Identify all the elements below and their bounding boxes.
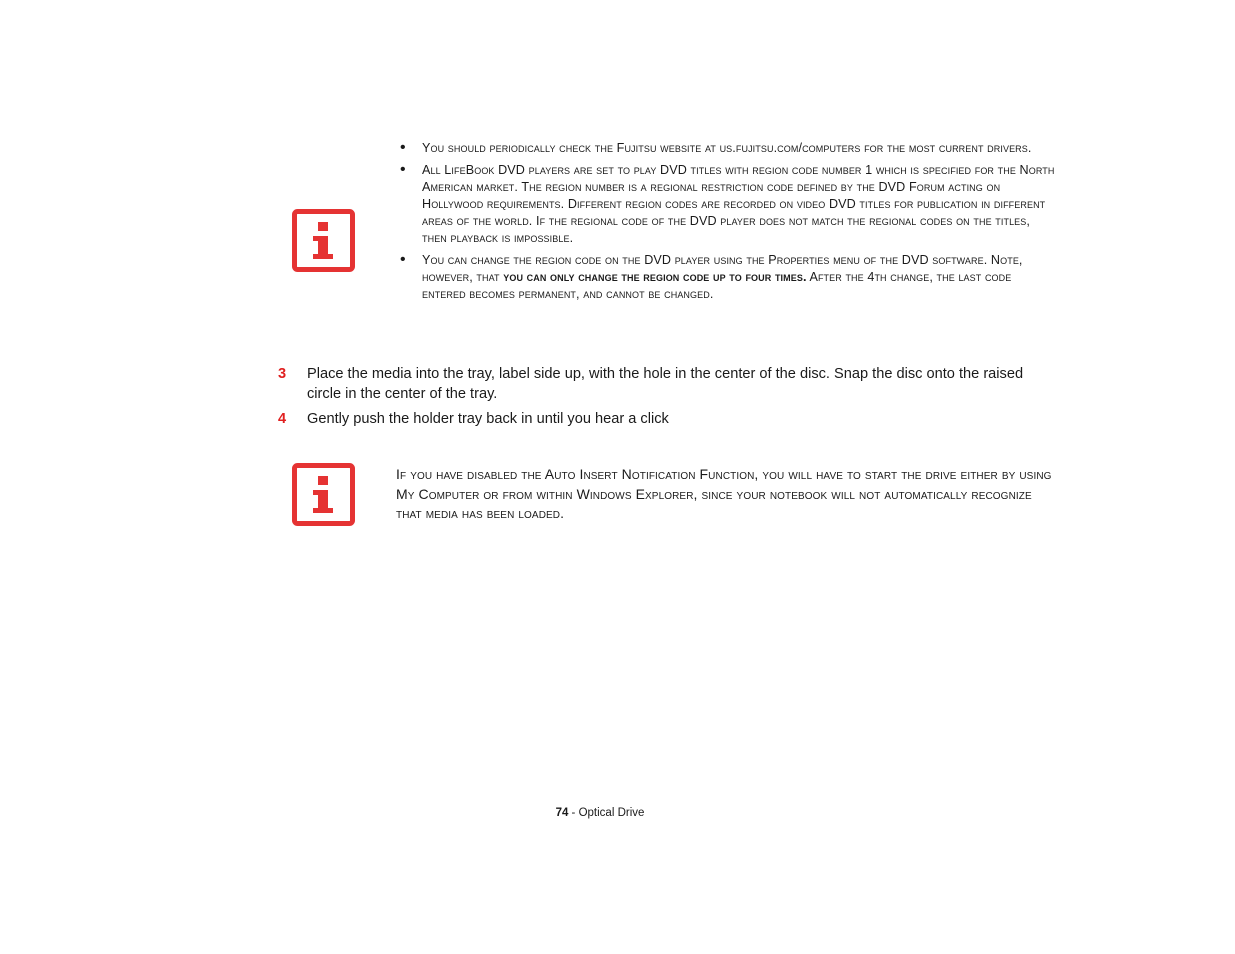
note-bullet-list <box>400 140 1055 308</box>
bullet-emphasis: you can only change the region code up to four times. <box>503 270 807 284</box>
step-text: Gently push the holder tray back in until you hear a click <box>307 411 669 427</box>
step-item <box>278 364 1058 404</box>
bullet-text: All LifeBook DVD players are set to play DVD titles with region code number 1 which is specified for the North American market. The region number is a regional restriction code defined by the DVD Forum acting on Hollywood requirements. Different region codes are recorded on video DVD titles for publication in different areas of the world. If the regional code of the DVD player does not match the regional codes on the titles, then playback is impossible. <box>422 163 1055 245</box>
bullet-item <box>400 140 1055 157</box>
bullet-item <box>400 252 1055 303</box>
step-number: 3 <box>278 366 287 382</box>
bullet-dot-icon: • <box>400 161 406 178</box>
info-icon <box>292 209 355 272</box>
step-item <box>278 409 1058 429</box>
section-title: Optical Drive <box>578 807 645 819</box>
bullet-text-before: You can change the region code on the DVD player using the Properties menu of the DVD software. Note, however, that <box>422 253 1023 284</box>
note-text: If you have disabled the Auto Insert Notification Function, you will have to start the drive either by using My Computer or from within Windows Explorer, since your notebook will not automatically recognize that media has been loaded. <box>396 466 1052 521</box>
bullet-item <box>400 162 1055 247</box>
bullet-text: You should periodically check the Fujitsu website at us.fujitsu.com/computers for the most current drivers. <box>422 141 1032 155</box>
page-number: 74 <box>555 807 569 819</box>
steps-list <box>278 364 1058 434</box>
footer-separator: - <box>568 807 579 819</box>
info-icon <box>292 463 355 526</box>
step-number: 4 <box>278 411 287 427</box>
bullet-text-after: After the 4th change, the last code entered becomes permanent, and cannot be changed. <box>422 270 1012 301</box>
bullet-dot-icon: • <box>400 139 406 156</box>
bullet-dot-icon: • <box>400 251 406 268</box>
page-footer <box>0 806 1200 821</box>
step-text: Place the media into the tray, label side up, with the hole in the center of the disc. Snap the disc onto the raised circle in the center of the tray. <box>307 366 1024 402</box>
